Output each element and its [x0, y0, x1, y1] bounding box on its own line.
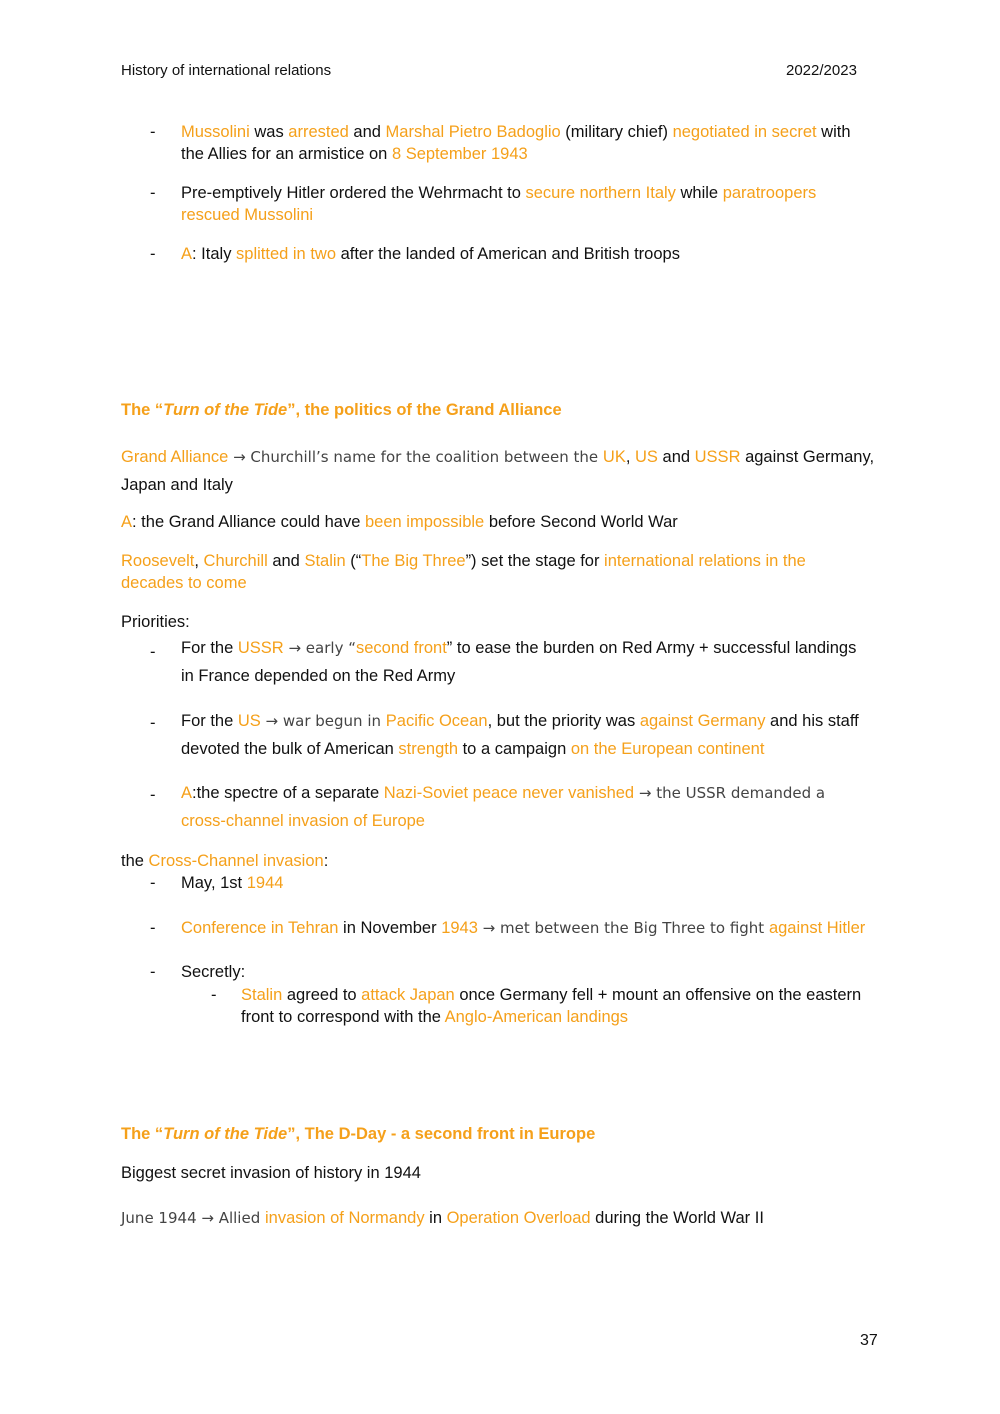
section-title-d-day: The “Turn of the Tide”, The D-Day - a second front in Europe: [121, 1125, 596, 1143]
bullet-mussolini-arrested: Mussolini was arrested and Marshal Pietro Badoglio (military chief) negotiated in secret with the Allies for an armistice on 8 September 1943: [181, 123, 851, 163]
paragraph-alliance-impossible: A: the Grand Alliance could have been impossible before Second World War: [121, 513, 678, 531]
bullet-dash: -: [150, 245, 156, 263]
bullet-dash: -: [150, 919, 156, 937]
priorities-label: Priorities:: [121, 613, 190, 631]
bullet-dash: -: [150, 963, 156, 981]
page-number: 37: [860, 1332, 878, 1349]
tehran-conference: Conference in Tehran in November 1943 → met between the Big Three to fight against Hitler: [181, 919, 866, 937]
header-course-title: History of international relations: [121, 62, 332, 79]
header-year: 2022/2023: [786, 62, 857, 79]
bullet-dash: -: [150, 786, 156, 804]
stalin-agreement: Stalin agreed to attack Japan once Germany fell + mount an offensive on the eastern front to correspond with the Anglo-American landings: [241, 986, 862, 1026]
paragraph-grand-alliance-definition: Grand Alliance → Churchill’s name for the coalition between the UK, US and USSR against Germany, Japan and Italy: [121, 448, 875, 494]
bullet-dash: -: [150, 714, 156, 732]
bullet-hitler-wehrmacht: Pre-emptively Hitler ordered the Wehrmacht to secure northern Italy while paratroopers rescued Mussolini: [181, 184, 817, 224]
paragraph-normandy: June 1944 → Allied invasion of Normandy in Operation Overload during the World War II: [121, 1209, 764, 1227]
priority-nazi-soviet-peace: A:the spectre of a separate Nazi-Soviet peace never vanished → the USSR demanded a cross-channel invasion of Europe: [181, 784, 826, 830]
priority-us: For the US → war begun in Pacific Ocean, but the priority was against Germany and his staff devoted the bulk of American strength to a campaign on the European continent: [181, 712, 859, 758]
bullet-dash: -: [150, 874, 156, 892]
paragraph-big-three: Roosevelt, Churchill and Stalin (“The Big Three”) set the stage for international relations in the decades to come: [121, 552, 806, 592]
cross-channel-date: May, 1st 1944: [181, 874, 284, 892]
bullet-italy-split: A: Italy splitted in two after the landed of American and British troops: [181, 245, 680, 263]
paragraph-biggest-invasion: Biggest secret invasion of history in 1944: [121, 1164, 421, 1182]
sub-bullet-dash: -: [211, 986, 217, 1004]
priority-ussr: For the USSR → early “second front” to ease the burden on Red Army + successful landings in France depended on the Red Army: [181, 639, 857, 685]
section-title-grand-alliance: The “Turn of the Tide”, the politics of the Grand Alliance: [121, 401, 562, 419]
bullet-dash: -: [150, 123, 156, 141]
bullet-dash: -: [150, 643, 156, 661]
secretly-label: Secretly:: [181, 963, 246, 981]
bullet-dash: -: [150, 184, 156, 202]
cross-channel-label: the Cross-Channel invasion:: [121, 852, 329, 870]
